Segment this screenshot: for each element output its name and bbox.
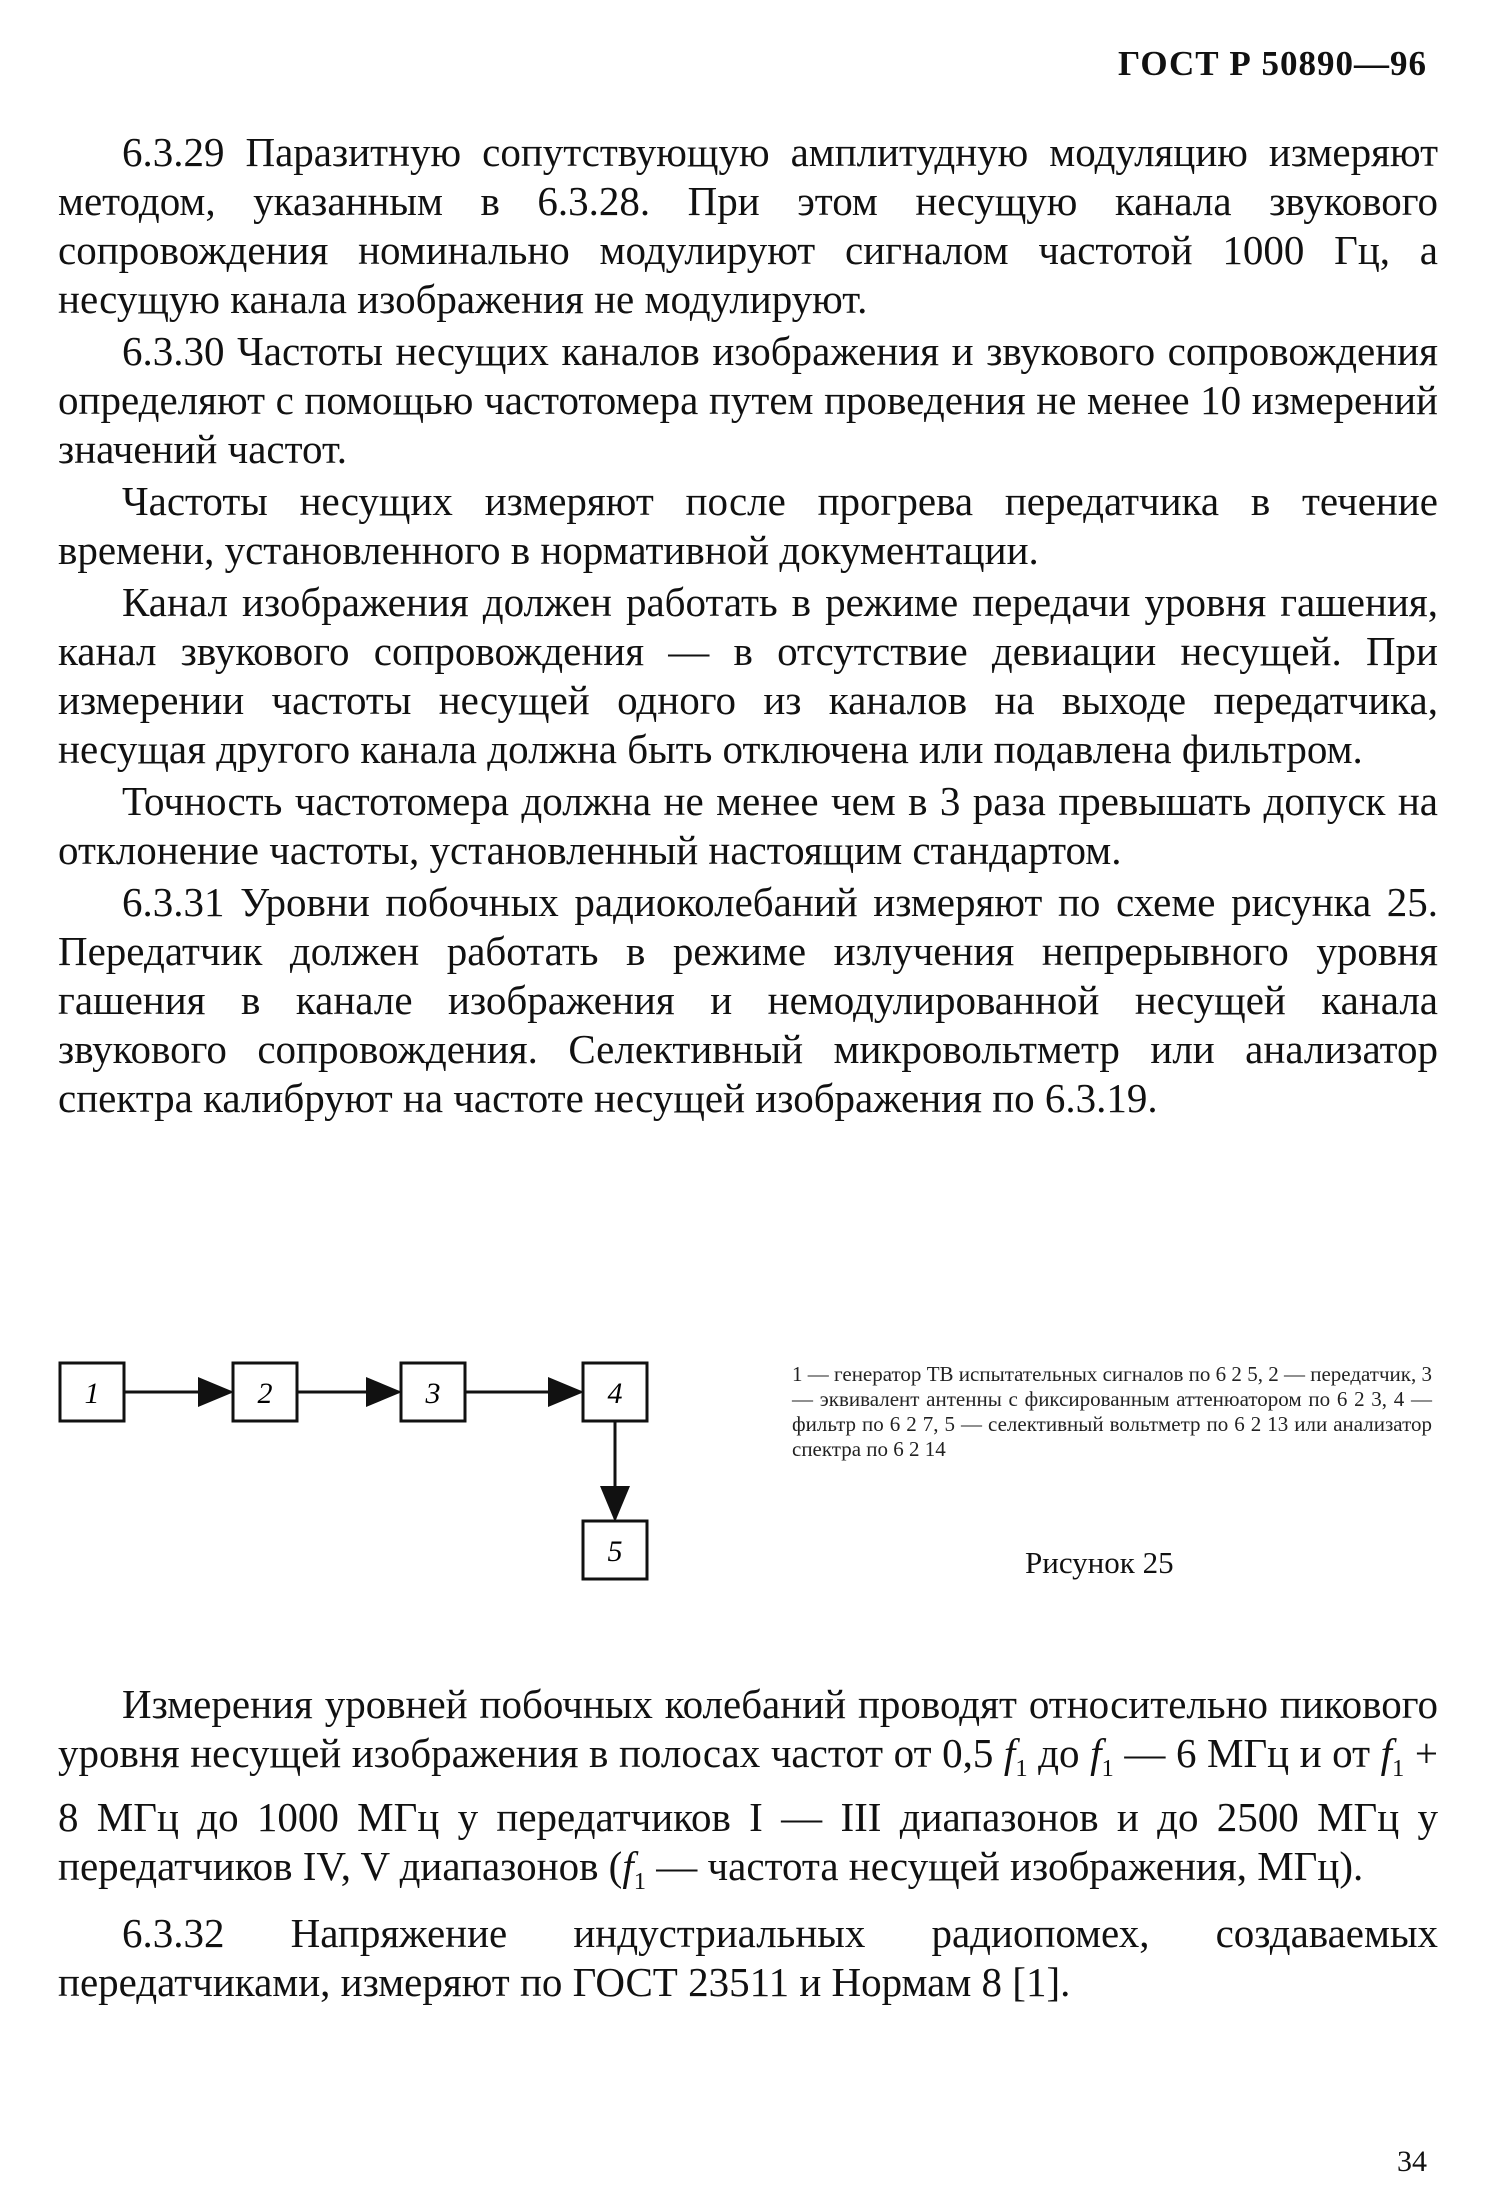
- paragraph-6-3-31: 6.3.31 Уровни побочных радиоколебаний измеряют по схеме рисунка 25. Передатчик должен работать в режиме излучения непрерывного уровня гашения в канале изображения и немодулированной несущей канала звукового сопровождения. Селективный микровольтметр или анализатор спектра калибруют на частоте несущей изображения по 6.3.19.: [58, 879, 1438, 1121]
- paragraph-spurious-levels: Измерения уровней побочных колебаний проводят относительно пикового уровня несущей изображения в полосах частот от 0,5 $f_1$ до $f_1$ — 6 МГц и от $f_1 + 8$ МГц до 1000 МГц у передатчиков I — III диапазонов и до 2500 МГц у передатчиков IV, V диапазонов ($f_1$ — частота несущей изображения, МГц).: [58, 1681, 1438, 1896]
- paragraph-carrier-warmup: Частоты несущих измеряют после прогрева передатчика в течение времени, установленного в нормативной документации.: [58, 478, 1438, 573]
- page-number: 34: [1397, 2145, 1427, 2178]
- paragraph-6-3-32: 6.3.32 Напряжение индустриальных радиопомех, создаваемых передатчиками, измеряют по ГОСТ 23511 и Нормам 8 [1].: [58, 1910, 1438, 2006]
- block-1-label: 1: [84, 1377, 100, 1410]
- standard-code-header: ГОСТ Р 50890—96: [1117, 44, 1427, 83]
- block-1: [60, 1363, 124, 1421]
- block-5-label: 5: [607, 1535, 623, 1568]
- paragraph-6-3-29: 6.3.29 Паразитную сопутствующую амплитудную модуляцию измеряют методом, указанным в 6.3.28. При этом несущую канала звукового сопровождения номинально модулируют сигналом частотой 1000 Гц, а несущую канала изображения не модулируют.: [58, 129, 1438, 322]
- block-2: [233, 1363, 297, 1421]
- block-4: [583, 1363, 647, 1421]
- block-4-label: 4: [607, 1377, 623, 1410]
- paragraph-channel-mode: Канал изображения должен работать в режиме передачи уровня гашения, канал звукового сопровождения — в отсутствие девиации несущей. При измерении частоты несущей одного из каналов на выходе передатчика, несущая другого канала должна быть отключена или подавлена фильтром.: [58, 579, 1438, 772]
- figure-caption: Рисунок 25: [1025, 1545, 1174, 1580]
- block-3: [401, 1363, 465, 1421]
- block-5: [583, 1521, 647, 1579]
- paragraph-frequency-meter-accuracy: Точность частотомера должна не менее чем в 3 раза превышать допуск на отклонение частоты, установленный настоящим стандартом.: [58, 778, 1438, 873]
- paragraph-6-3-30: 6.3.30 Частоты несущих каналов изображения и звукового сопровождения определяют с помощью частотомера путем проведения не менее 10 измерений значений частот.: [58, 328, 1438, 472]
- block-2-label: 2: [257, 1377, 273, 1410]
- block-diagram-figure-25: [58, 1358, 678, 1608]
- main-text-bottom: [58, 1680, 1438, 2010]
- figure-legend: 1 — генератор ТВ испытательных сигналов по 6 2 5, 2 — передатчик, 3 — эквивалент антенны с фиксированным аттенюатором по 6 2 3, 4 — фильтр по 6 2 7, 5 — селективный вольтметр по 6 2 13 или анализатор спектра по 6 2 14: [792, 1362, 1432, 1461]
- main-text-top: [58, 128, 1438, 1126]
- block-3-label: 3: [425, 1377, 441, 1410]
